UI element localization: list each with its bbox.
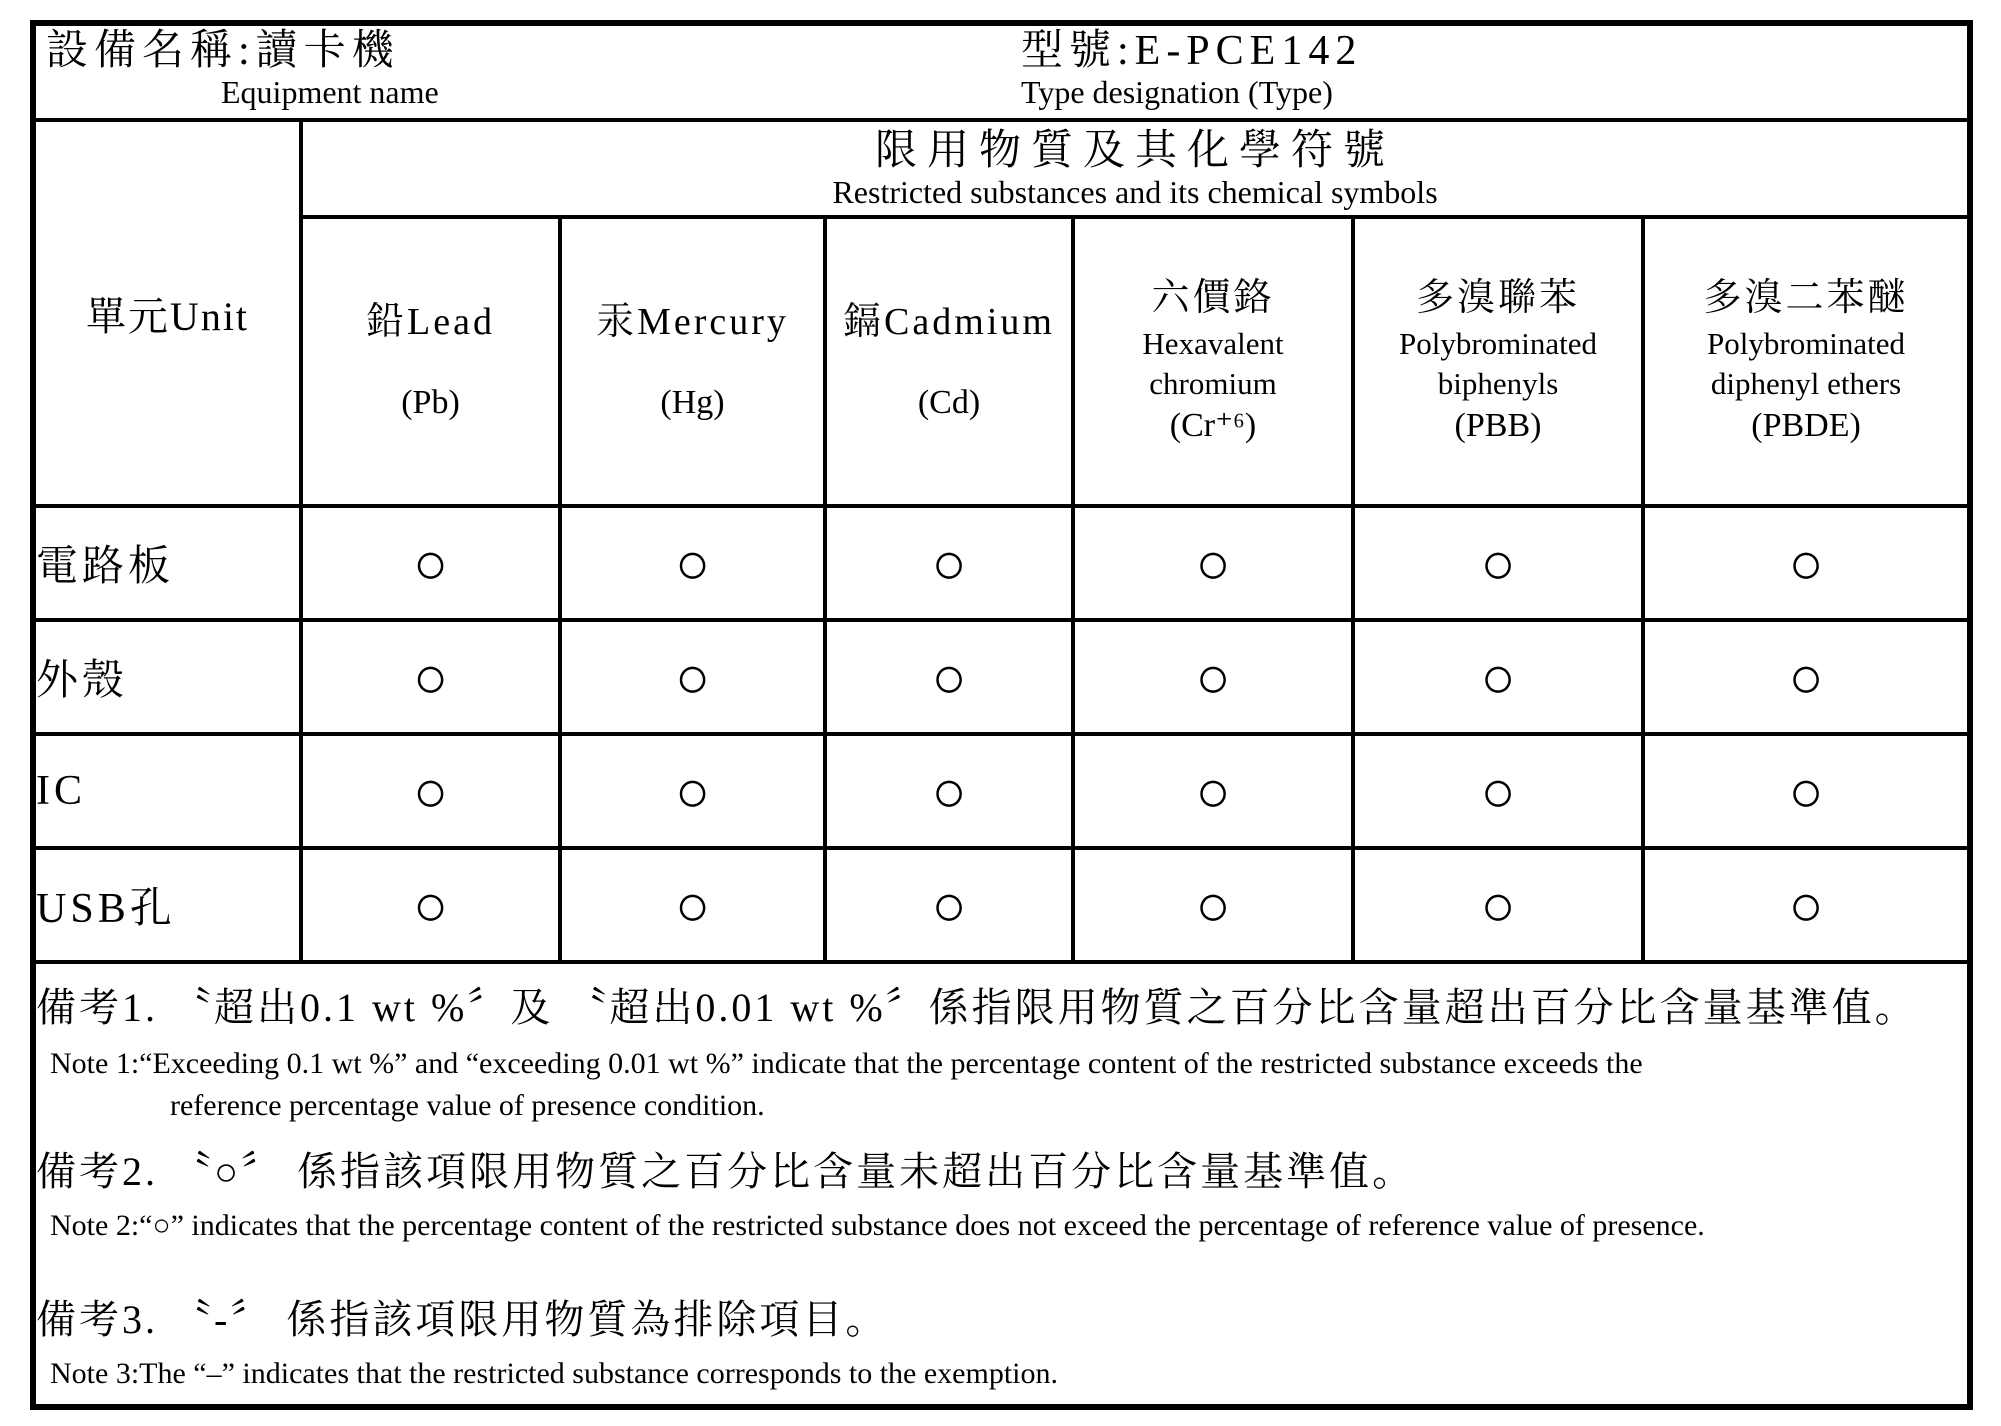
compliance-circle: ○ xyxy=(1195,528,1231,598)
cell-value xyxy=(1073,848,1353,962)
table-row xyxy=(33,734,1970,848)
cell-value xyxy=(301,848,560,962)
column-header-cadmium-name: 鎘Cadmium xyxy=(843,300,1055,343)
cell-value xyxy=(1643,734,1970,848)
column-header-pbde-en1: Polybrominated xyxy=(1707,325,1906,361)
column-header-hexavalent-chromium xyxy=(1073,217,1353,506)
column-header-hexavalent-chromium-en1: Hexavalent xyxy=(1142,325,1284,361)
column-header-pbde-symbol: (PBDE) xyxy=(1751,407,1861,445)
cell-value xyxy=(301,734,560,848)
column-header-mercury-symbol: (Hg) xyxy=(660,384,725,422)
cell-value xyxy=(301,620,560,734)
compliance-circle: ○ xyxy=(1788,870,1824,940)
compliance-circle: ○ xyxy=(674,756,711,826)
cell-value xyxy=(1073,734,1353,848)
column-header-pbb-en2: biphenyls xyxy=(1437,366,1559,402)
notes-row xyxy=(33,962,1970,1407)
column-header-pbb-name: 多溴聯苯 xyxy=(1415,277,1580,320)
table-row xyxy=(33,848,1970,962)
column-header-pbde xyxy=(1643,217,1970,506)
cell-value xyxy=(1353,734,1643,848)
equipment-name-block xyxy=(46,28,439,111)
cell-value xyxy=(1073,620,1353,734)
substances-title-cell xyxy=(301,120,1970,217)
compliance-circle: ○ xyxy=(412,642,449,712)
table-row xyxy=(33,506,1970,620)
row-label-usb-port: USB孔 xyxy=(33,848,301,962)
compliance-circle: ○ xyxy=(1480,870,1516,940)
column-header-hexavalent-chromium-en2: chromium xyxy=(1149,366,1277,402)
column-header-lead-name: 鉛Lead xyxy=(366,300,495,343)
cell-value xyxy=(825,620,1073,734)
compliance-circle: ○ xyxy=(412,528,449,598)
compliance-circle: ○ xyxy=(1195,756,1231,826)
compliance-circle: ○ xyxy=(1195,870,1231,940)
note2-en: Note 2:“○” indicates that the percentage content of the restricted substance does not exceed the percentage of reference value of presence. xyxy=(50,1209,1705,1242)
column-header-pbde-en2: diphenyl ethers xyxy=(1710,366,1902,402)
compliance-circle: ○ xyxy=(1788,528,1824,598)
cell-value xyxy=(1643,848,1970,962)
column-header-lead xyxy=(301,217,560,506)
compliance-circle: ○ xyxy=(412,870,449,940)
row-label-housing: 外殼 xyxy=(33,620,301,734)
column-header-pbb xyxy=(1353,217,1643,506)
note3-en: Note 3:The “–” indicates that the restricted substance corresponds to the exemption. xyxy=(50,1357,1059,1390)
unit-header-label: 單元Unit xyxy=(85,293,250,339)
column-header-mercury xyxy=(560,217,825,506)
column-header-pbb-en1: Polybrominated xyxy=(1398,325,1598,361)
compliance-circle: ○ xyxy=(1788,642,1824,712)
column-header-lead-symbol: (Pb) xyxy=(401,384,460,422)
cell-value xyxy=(560,620,825,734)
cell-value xyxy=(301,506,560,620)
cell-value xyxy=(1073,506,1353,620)
unit-header-cell xyxy=(33,120,301,506)
compliance-circle: ○ xyxy=(931,756,967,826)
cell-value xyxy=(560,734,825,848)
cell-value xyxy=(1353,620,1643,734)
column-header-hexavalent-chromium-name: 六價鉻 xyxy=(1151,277,1275,320)
compliance-circle: ○ xyxy=(931,528,967,598)
compliance-circle: ○ xyxy=(412,756,449,826)
substances-title-en: Restricted substances and its chemical symbols xyxy=(832,174,1438,211)
equipment-name-zh: 設備名稱:讀卡機 xyxy=(46,28,400,74)
notes-cell xyxy=(33,962,1970,1407)
substances-title-zh: 限用物質及其化學符號 xyxy=(875,127,1396,174)
cell-value xyxy=(825,734,1073,848)
type-designation-block xyxy=(1021,28,1362,111)
column-header-cadmium xyxy=(825,217,1073,506)
compliance-circle: ○ xyxy=(931,870,967,940)
note1-zh: 備考1. 〝超出0.1 wt %〞及 〝超出0.01 wt %〞係指限用物質之百分比含量超出百分比含量基準值。 xyxy=(36,985,1918,1030)
cell-value xyxy=(560,506,825,620)
compliance-circle: ○ xyxy=(931,642,967,712)
cell-value xyxy=(825,506,1073,620)
row-label-circuit-board: 電路板 xyxy=(33,506,301,620)
cell-value xyxy=(560,848,825,962)
note1-en-line1: Note 1:“Exceeding 0.1 wt %” and “exceeding 0.01 wt %” indicate that the percentage content of the restricted substance exceeds the xyxy=(50,1047,1643,1080)
cell-value xyxy=(1353,506,1643,620)
cell-value xyxy=(1643,506,1970,620)
type-designation-en: Type designation (Type) xyxy=(1021,74,1333,111)
substances-title-row xyxy=(33,120,1970,217)
note3-zh: 備考3. 〝-〞 係指該項限用物質為排除項目。 xyxy=(36,1297,889,1342)
compliance-circle: ○ xyxy=(674,528,711,598)
note1-en-line2: reference percentage value of presence condition. xyxy=(170,1089,765,1122)
compliance-circle: ○ xyxy=(1480,528,1516,598)
compliance-circle: ○ xyxy=(1480,756,1516,826)
column-header-pbde-name: 多溴二苯醚 xyxy=(1703,277,1909,320)
compliance-circle: ○ xyxy=(1195,642,1231,712)
rohs-table xyxy=(30,20,1973,1410)
column-header-hexavalent-chromium-symbol: (Cr⁺⁶) xyxy=(1169,407,1257,445)
substances-column-header-row xyxy=(33,217,1970,506)
compliance-circle: ○ xyxy=(1788,756,1824,826)
compliance-circle: ○ xyxy=(674,870,711,940)
table-row xyxy=(33,620,1970,734)
compliance-circle: ○ xyxy=(674,642,711,712)
cell-value xyxy=(825,848,1073,962)
column-header-pbb-symbol: (PBB) xyxy=(1454,407,1542,445)
cell-value xyxy=(1643,620,1970,734)
note2-zh: 備考2. 〝○〞 係指該項限用物質之百分比含量未超出百分比含量基準值。 xyxy=(36,1149,1416,1194)
column-header-mercury-name: 汞Mercury xyxy=(596,300,789,343)
equipment-name-en: Equipment name xyxy=(221,74,439,111)
row-label-ic: IC xyxy=(33,734,301,848)
column-header-cadmium-symbol: (Cd) xyxy=(917,384,981,422)
type-designation-zh: 型號:E-PCE142 xyxy=(1021,28,1363,74)
equipment-header-cell xyxy=(33,23,1970,120)
compliance-circle: ○ xyxy=(1480,642,1516,712)
equipment-header-row xyxy=(33,23,1970,120)
cell-value xyxy=(1353,848,1643,962)
